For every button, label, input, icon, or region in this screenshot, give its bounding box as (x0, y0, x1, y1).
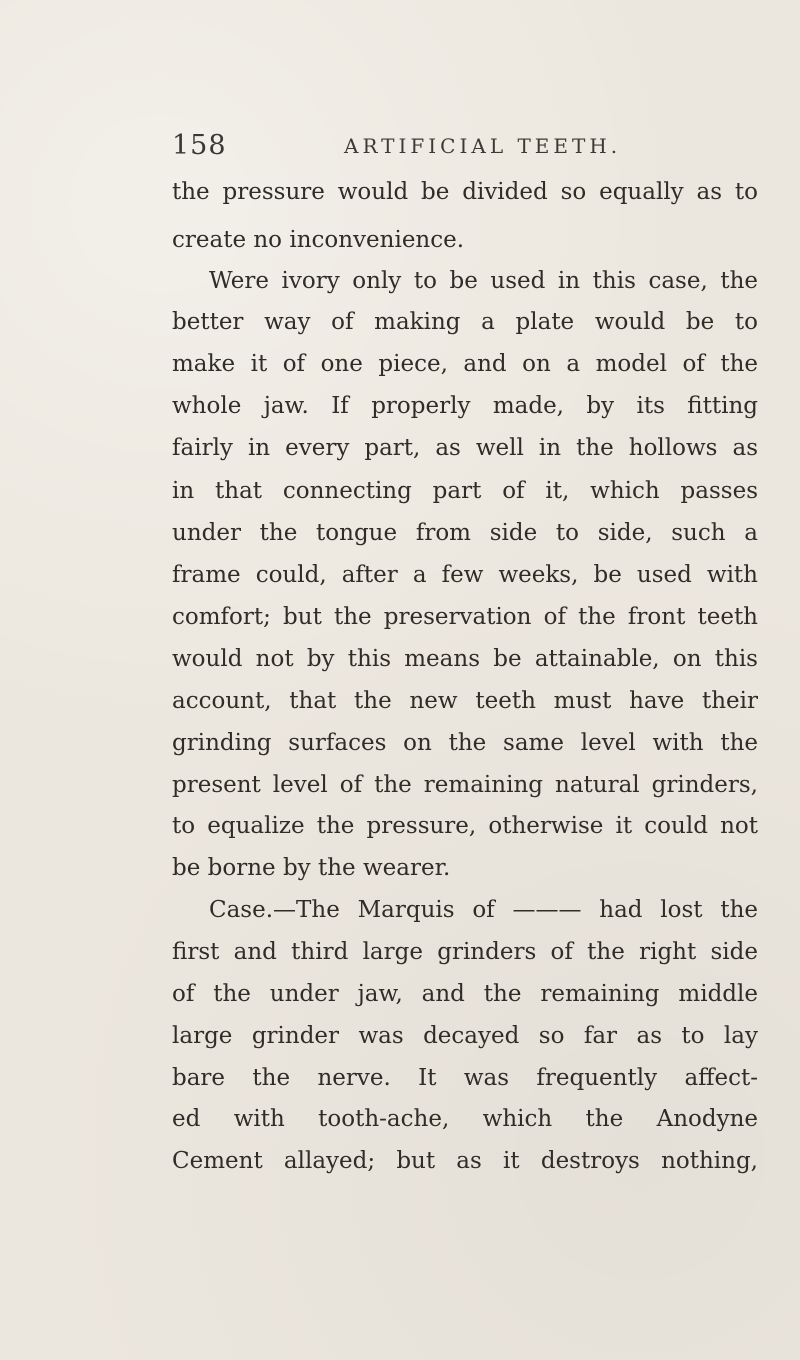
text-line: present level of the remaining natural grinders, (172, 772, 758, 798)
running-title: ARTIFICIAL TEETH. (344, 134, 622, 158)
text-line: bare the nerve. It was frequently affect- (172, 1065, 758, 1091)
text-line: would not by this means be attainable, on this (172, 646, 758, 672)
text-line: to equalize the pressure, otherwise it could not (172, 813, 758, 839)
text-line: ed with tooth-ache, which the Anodyne (172, 1106, 758, 1132)
text-line: Case.—The Marquis of ——— had lost the (209, 897, 758, 923)
text-line: Were ivory only to be used in this case, the (209, 268, 758, 294)
text-line: better way of making a plate would be to (172, 309, 758, 335)
text-line: the pressure would be divided so equally as to (172, 179, 758, 205)
page-header (172, 130, 762, 170)
text-line: make it of one piece, and on a model of the (172, 351, 758, 377)
text-line: Cement allayed; but as it destroys nothing, (172, 1148, 758, 1174)
text-line: be borne by the wearer. (172, 855, 451, 881)
text-line: under the tongue from side to side, such a (172, 520, 758, 546)
text-line: frame could, after a few weeks, be used with (172, 562, 758, 588)
text-line: comfort; but the preservation of the front teeth (172, 604, 758, 630)
text-line: whole jaw. If properly made, by its fitting (172, 393, 758, 419)
text-line: large grinder was decayed so far as to lay (172, 1023, 758, 1049)
text-line: create no inconvenience. (172, 227, 465, 253)
text-line: of the under jaw, and the remaining middle (172, 981, 758, 1007)
page-number: 158 (172, 130, 227, 161)
text-line: grinding surfaces on the same level with the (172, 730, 758, 756)
text-line: first and third large grinders of the right side (172, 939, 758, 965)
text-line: in that connecting part of it, which passes (172, 478, 758, 504)
text-line: account, that the new teeth must have their (172, 688, 758, 714)
text-line: fairly in every part, as well in the hollows as (172, 435, 758, 461)
